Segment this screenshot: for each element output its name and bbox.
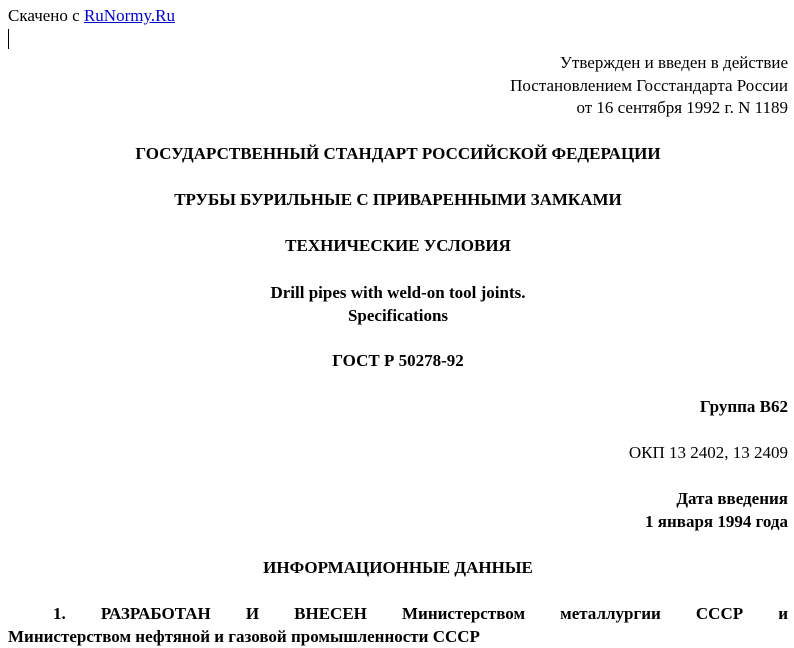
effective-date-value: 1 января 1994 года (645, 512, 788, 531)
info-item-1-word: и (778, 604, 788, 623)
info-item-1-line-1 (8, 603, 788, 625)
approval-line-1: Утвержден и введен в действие (559, 53, 788, 72)
group-label: Группа В62 (699, 397, 788, 416)
info-heading: ИНФОРМАЦИОННЫЕ ДАННЫЕ (263, 558, 533, 577)
standard-title: ГОСУДАРСТВЕННЫЙ СТАНДАРТ РОССИЙСКОЙ ФЕДЕРАЦИИ (135, 144, 661, 163)
info-item-1-word: Министерством (401, 604, 526, 623)
info-item-1-word: И (245, 604, 260, 623)
info-item-1-line-2: Министерством нефтяной и газовой промышленности СССР (8, 627, 480, 646)
download-source-prefix: Скачено с (8, 6, 84, 25)
english-title-line-1: Drill pipes with weld-on tool joints. (270, 283, 526, 302)
approval-line-3: от 16 сентября 1992 г. N 1189 (576, 98, 788, 117)
info-item-1-word: СССР (695, 604, 744, 623)
gost-number: ГОСТ Р 50278-92 (332, 351, 464, 370)
approval-line-2: Постановлением Госстандарта России (510, 76, 788, 95)
info-item-1-word: ВНЕСЕН (294, 604, 367, 623)
info-item-1-word: РАЗРАБОТАН (100, 604, 211, 623)
english-title-line-2: Specifications (347, 306, 449, 325)
runormy-link[interactable]: RuNormy.Ru (83, 6, 175, 25)
text-cursor (8, 29, 9, 49)
info-item-1-word: 1. (53, 604, 66, 623)
conditions-title: ТЕХНИЧЕСКИЕ УСЛОВИЯ (285, 236, 511, 255)
download-source-line (8, 5, 788, 27)
okp-code: ОКП 13 2402, 13 2409 (628, 443, 788, 462)
product-title: ТРУБЫ БУРИЛЬНЫЕ С ПРИВАРЕННЫМИ ЗАМКАМИ (174, 190, 622, 209)
effective-date-label: Дата введения (676, 489, 788, 508)
info-item-1-word: металлургии (560, 604, 661, 623)
